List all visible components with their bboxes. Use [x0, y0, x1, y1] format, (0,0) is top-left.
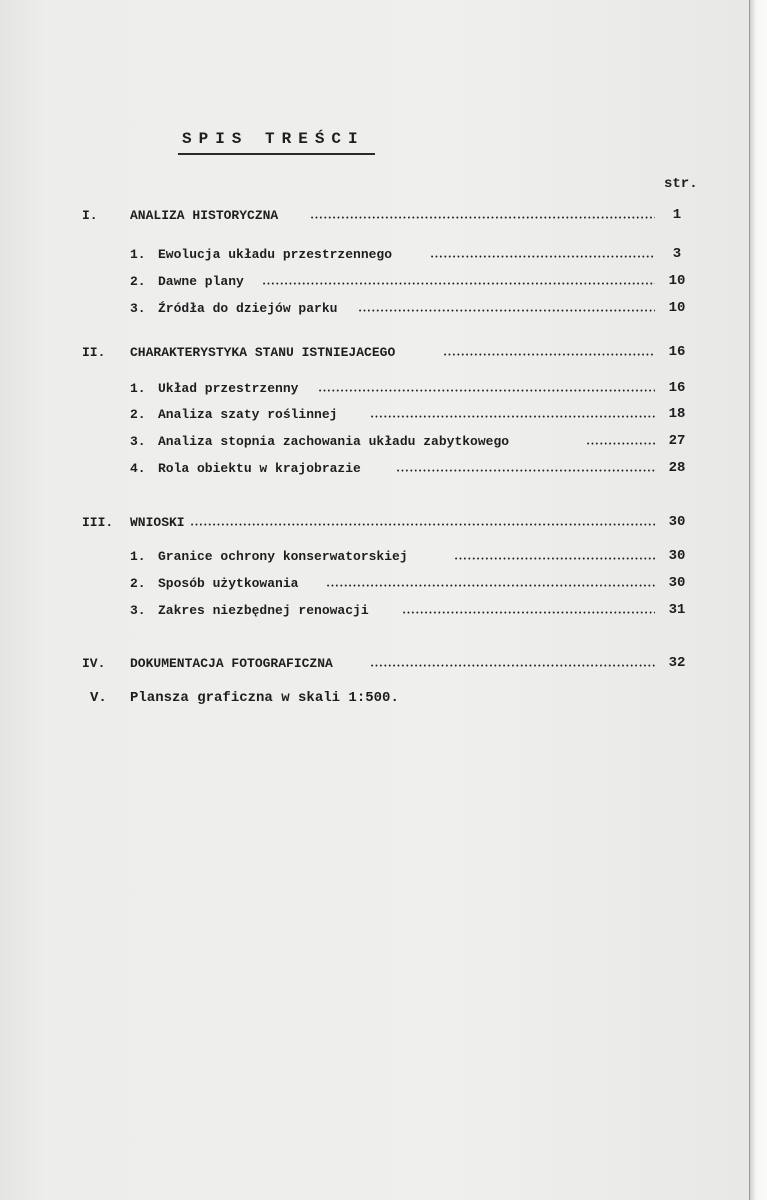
- toc-item: 1. Układ przestrzenny: [130, 381, 299, 396]
- section-label: Plansza graficzna w skali 1:500.: [130, 690, 399, 706]
- section-page: 30: [668, 514, 686, 530]
- toc-item: 2. Analiza szaty roślinnej: [130, 407, 338, 422]
- toc-item: 3. Źródła do dziejów parku: [130, 301, 338, 316]
- item-page: 18: [668, 406, 686, 422]
- section-label: DOKUMENTACJA FOTOGRAFICZNA: [130, 656, 333, 671]
- toc-item: 4. Rola obiektu w krajobrazie: [130, 461, 361, 476]
- section-label: ANALIZA HISTORYCZNA: [130, 208, 279, 223]
- section-number: II.: [82, 345, 106, 360]
- section-number: III.: [82, 515, 114, 530]
- section-number: IV.: [82, 656, 106, 671]
- leader-dots: [370, 655, 655, 673]
- leader-dots: [402, 602, 655, 620]
- toc-item: 3. Zakres niezbędnej renowacji: [130, 603, 369, 618]
- section-number: V.: [90, 690, 107, 706]
- toc-item: 3. Analiza stopnia zachowania układu zabytkowego: [130, 434, 510, 449]
- item-page: 3: [672, 246, 682, 262]
- leader-dots: [262, 273, 655, 291]
- toc-section-4: [82, 655, 333, 673]
- toc-item: 1. Ewolucja układu przestrzennego: [130, 247, 393, 262]
- leader-dots: [310, 207, 655, 225]
- leader-dots: [190, 514, 655, 532]
- toc-section-2: [82, 344, 395, 362]
- leader-dots: [370, 406, 655, 424]
- leader-dots: [358, 300, 655, 318]
- title-underline: [178, 153, 375, 155]
- page-edge: [749, 0, 767, 1200]
- section-label: CHARAKTERYSTYKA STANU ISTNIEJACEGO: [130, 345, 396, 360]
- item-page: 10: [668, 273, 686, 289]
- item-page: 16: [668, 380, 686, 396]
- toc-section-5: [90, 689, 399, 707]
- leader-dots: [454, 548, 655, 566]
- section-page: 32: [668, 655, 686, 671]
- leader-dots: [396, 460, 655, 478]
- leader-dots: [586, 433, 655, 451]
- item-page: 27: [668, 433, 686, 449]
- toc-item: 2. Dawne plany: [130, 274, 244, 289]
- leader-dots: [326, 575, 655, 593]
- section-number: I.: [82, 208, 98, 223]
- page-column-label: str.: [664, 176, 698, 192]
- toc-item: 1. Granice ochrony konserwatorskiej: [130, 549, 408, 564]
- leader-dots: [443, 344, 655, 362]
- page-title: SPIS TREŚCI: [182, 130, 365, 148]
- item-page: 31: [668, 602, 686, 618]
- leader-dots: [430, 246, 655, 264]
- leader-dots: [318, 380, 655, 398]
- section-page: 1: [672, 207, 682, 223]
- toc-section-3: [82, 514, 185, 532]
- section-label: WNIOSKI: [130, 515, 185, 530]
- item-page: 28: [668, 460, 686, 476]
- toc-section-1: [82, 207, 278, 225]
- item-page: 30: [668, 548, 686, 564]
- item-page: 30: [668, 575, 686, 591]
- item-page: 10: [668, 300, 686, 316]
- toc-item: 2. Sposób użytkowania: [130, 576, 299, 591]
- section-page: 16: [668, 344, 686, 360]
